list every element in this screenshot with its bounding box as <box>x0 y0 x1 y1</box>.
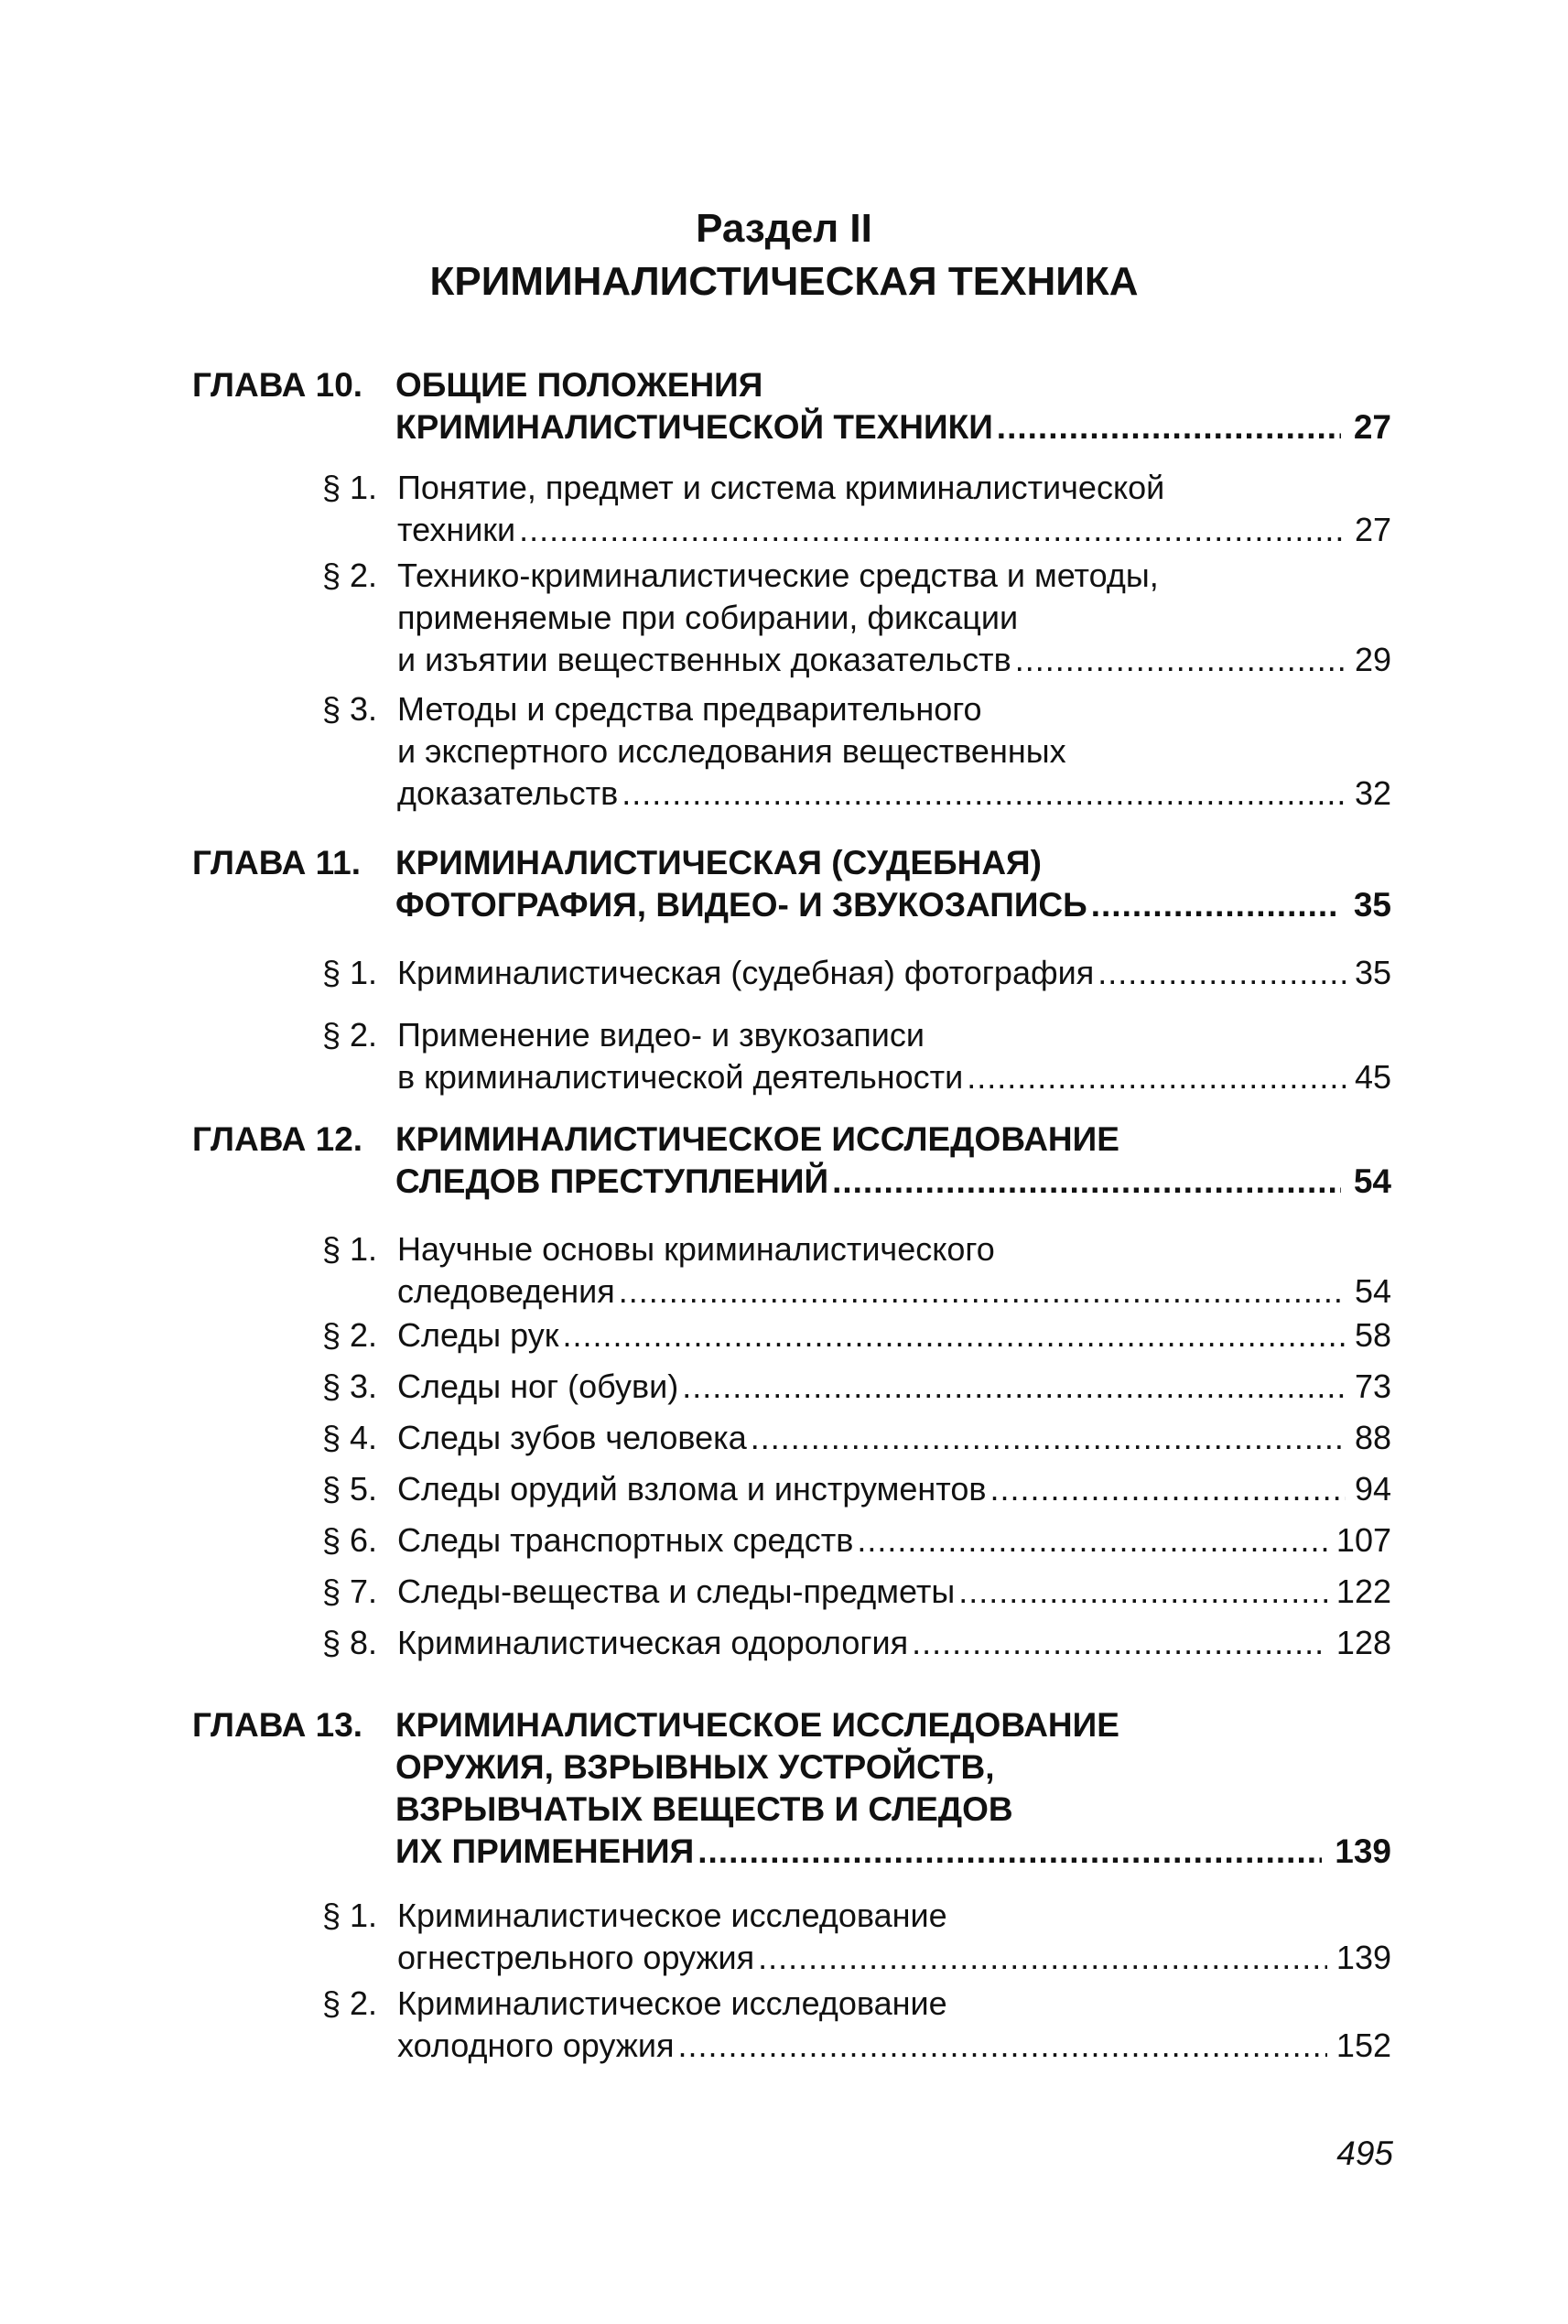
paragraph-title-line: Следы-вещества и следы-предметы <box>397 1573 956 1610</box>
paragraph-page: 152 <box>1336 2027 1391 2064</box>
toc-paragraph[interactable] <box>322 688 1391 815</box>
chapter-title-row <box>395 1161 1391 1203</box>
chapter-title-line: ВЗРЫВЧАТЫХ ВЕЩЕСТВ И СЛЕДОВ <box>395 1790 1013 1828</box>
paragraph-title-row <box>397 1056 1391 1098</box>
dot-leader <box>997 406 1341 449</box>
dot-leader <box>758 1937 1327 1979</box>
paragraph-title-line: Криминалистическое исследование <box>397 1984 947 2022</box>
toc-paragraph[interactable] <box>322 1622 1391 1664</box>
toc-paragraph[interactable] <box>322 555 1391 681</box>
chapter-title-row <box>395 1831 1391 1873</box>
paragraph-mark: § 1. <box>322 1230 378 1268</box>
paragraph-title-line: Следы рук <box>397 1316 559 1354</box>
chapter-title-line: СЛЕДОВ ПРЕСТУПЛЕНИЙ <box>395 1162 829 1200</box>
dot-leader <box>1098 952 1346 994</box>
toc-paragraph[interactable] <box>322 1468 1391 1510</box>
dot-leader <box>967 1056 1346 1098</box>
paragraph-mark: § 1. <box>322 469 378 506</box>
toc-paragraph[interactable] <box>322 1228 1391 1313</box>
paragraph-page: 122 <box>1336 1573 1391 1610</box>
paragraph-mark: § 3. <box>322 1367 378 1405</box>
chapter-title-line: ОБЩИЕ ПОЛОЖЕНИЯ <box>395 366 763 404</box>
paragraph-title-line: Методы и средства предварительного <box>397 690 982 728</box>
paragraph-page: 128 <box>1336 1624 1391 1661</box>
paragraph-mark: § 2. <box>322 1984 378 2022</box>
paragraph-page: 58 <box>1354 1316 1391 1354</box>
chapter-number: ГЛАВА 13. <box>192 1706 363 1744</box>
toc-paragraph[interactable] <box>322 467 1391 551</box>
chapter-page: 35 <box>1353 886 1391 924</box>
paragraph-title-line: холодного оружия <box>397 2027 675 2064</box>
dot-leader <box>990 1468 1346 1510</box>
paragraph-mark: § 2. <box>322 1316 378 1354</box>
paragraph-mark: § 4. <box>322 1419 378 1456</box>
paragraph-title-line: применяемые при собирании, фиксации <box>397 599 1019 636</box>
paragraph-page: 35 <box>1354 954 1391 991</box>
chapter-title-row <box>395 884 1391 926</box>
paragraph-mark: § 6. <box>322 1521 378 1559</box>
chapter-title-line: КРИМИНАЛИСТИЧЕСКАЯ (СУДЕБНАЯ) <box>395 844 1042 881</box>
chapter-page: 139 <box>1335 1832 1391 1870</box>
toc-chapter[interactable] <box>192 842 1391 926</box>
page-number: 495 <box>1336 2135 1393 2172</box>
paragraph-mark: § 5. <box>322 1470 378 1508</box>
paragraph-title-row <box>397 1622 1391 1664</box>
toc-paragraph[interactable] <box>322 1983 1391 2067</box>
paragraph-title-line: доказательств <box>397 774 619 812</box>
chapter-title-line: КРИМИНАЛИСТИЧЕСКОЕ ИССЛЕДОВАНИЕ <box>395 1706 1119 1744</box>
paragraph-page: 45 <box>1354 1058 1391 1096</box>
paragraph-mark: § 2. <box>322 557 378 594</box>
paragraph-mark: § 1. <box>322 954 378 991</box>
paragraph-page: 73 <box>1354 1367 1391 1405</box>
toc-chapter[interactable] <box>192 1704 1391 1873</box>
paragraph-title-line: огнестрельного оружия <box>397 1939 755 1976</box>
chapter-number: ГЛАВА 10. <box>192 366 363 404</box>
paragraph-title-row <box>397 1270 1391 1313</box>
dot-leader <box>958 1571 1327 1613</box>
paragraph-title-line: Криминалистическая одорология <box>397 1624 909 1661</box>
paragraph-title-row <box>397 1314 1391 1357</box>
paragraph-mark: § 1. <box>322 1897 378 1934</box>
dot-leader <box>682 1366 1346 1408</box>
chapter-page: 27 <box>1353 408 1391 446</box>
paragraph-title-line: Следы ног (обуви) <box>397 1367 679 1405</box>
toc-paragraph[interactable] <box>322 952 1391 994</box>
dot-leader <box>622 773 1346 815</box>
dot-leader <box>519 509 1346 551</box>
paragraph-title-line: Научные основы криминалистического <box>397 1230 995 1268</box>
dot-leader <box>697 1831 1322 1873</box>
toc-chapter[interactable] <box>192 364 1391 449</box>
paragraph-title-row <box>397 639 1391 681</box>
chapter-title-line: КРИМИНАЛИСТИЧЕСКОЙ ТЕХНИКИ <box>395 408 993 446</box>
paragraph-title-line: и экспертного исследования вещественных <box>397 732 1066 770</box>
paragraph-title-line: и изъятии вещественных доказательств <box>397 641 1011 678</box>
paragraph-title-line: Понятие, предмет и система криминалистической <box>397 469 1165 506</box>
dot-leader <box>619 1270 1346 1313</box>
toc-chapter[interactable] <box>192 1119 1391 1203</box>
chapter-title-line: КРИМИНАЛИСТИЧЕСКОЕ ИССЛЕДОВАНИЕ <box>395 1120 1119 1158</box>
paragraph-title-row <box>397 1366 1391 1408</box>
toc-paragraph[interactable] <box>322 1519 1391 1562</box>
paragraph-title-line: Следы транспортных средств <box>397 1521 854 1559</box>
dot-leader <box>562 1314 1345 1357</box>
paragraph-title-line: Криминалистическое исследование <box>397 1897 947 1934</box>
toc-paragraph[interactable] <box>322 1571 1391 1613</box>
dot-leader <box>857 1519 1327 1562</box>
paragraph-title-row <box>397 2025 1391 2067</box>
paragraph-title-row <box>397 509 1391 551</box>
dot-leader <box>1015 639 1346 681</box>
chapter-title-row <box>395 406 1391 449</box>
paragraph-title-line: Криминалистическая (судебная) фотография <box>397 954 1095 991</box>
paragraph-mark: § 3. <box>322 690 378 728</box>
paragraph-title-line: Применение видео- и звукозаписи <box>397 1016 925 1054</box>
paragraph-title-row <box>397 1519 1391 1562</box>
paragraph-title-row <box>397 1468 1391 1510</box>
paragraph-title-line: техники <box>397 511 516 548</box>
paragraph-title-row <box>397 1417 1391 1459</box>
paragraph-title-row <box>397 952 1391 994</box>
paragraph-page: 29 <box>1354 641 1391 678</box>
paragraph-title-line: следоведения <box>397 1272 615 1310</box>
toc-paragraph[interactable] <box>322 1314 1391 1357</box>
paragraph-page: 54 <box>1354 1272 1391 1310</box>
dot-leader <box>832 1161 1341 1203</box>
dot-leader <box>912 1622 1327 1664</box>
paragraph-page: 94 <box>1354 1470 1391 1508</box>
paragraph-title-line: Технико-криминалистические средства и методы, <box>397 557 1159 594</box>
paragraph-title-row <box>397 773 1391 815</box>
toc-paragraph[interactable] <box>322 1014 1391 1098</box>
chapter-number: ГЛАВА 12. <box>192 1120 363 1158</box>
paragraph-title-line: Следы зубов человека <box>397 1419 747 1456</box>
paragraph-title-line: в криминалистической деятельности <box>397 1058 964 1096</box>
dot-leader <box>677 2025 1326 2067</box>
paragraph-mark: § 2. <box>322 1016 378 1054</box>
toc-paragraph[interactable] <box>322 1366 1391 1408</box>
dot-leader <box>1091 884 1341 926</box>
toc-paragraph[interactable] <box>322 1895 1391 1979</box>
chapter-title-line: ОРУЖИЯ, ВЗРЫВНЫХ УСТРОЙСТВ, <box>395 1748 995 1786</box>
dot-leader <box>751 1417 1346 1459</box>
paragraph-title-row <box>397 1937 1391 1979</box>
chapter-page: 54 <box>1353 1162 1391 1200</box>
paragraph-mark: § 7. <box>322 1573 378 1610</box>
paragraph-page: 32 <box>1354 774 1391 812</box>
paragraph-page: 139 <box>1336 1939 1391 1976</box>
paragraph-page: 88 <box>1354 1419 1391 1456</box>
section-title: КРИМИНАЛИСТИЧЕСКАЯ ТЕХНИКА <box>429 259 1139 304</box>
paragraph-page: 27 <box>1354 511 1391 548</box>
paragraph-title-line: Следы орудий взлома и инструментов <box>397 1470 987 1508</box>
paragraph-title-row <box>397 1571 1391 1613</box>
chapter-title-line: ФОТОГРАФИЯ, ВИДЕО- И ЗВУКОЗАПИСЬ <box>395 886 1087 924</box>
paragraph-page: 107 <box>1336 1521 1391 1559</box>
paragraph-mark: § 8. <box>322 1624 378 1661</box>
chapter-number: ГЛАВА 11. <box>192 844 362 881</box>
section-label: Раздел II <box>696 206 872 251</box>
chapter-title-line: ИХ ПРИМЕНЕНИЯ <box>395 1832 695 1870</box>
toc-paragraph[interactable] <box>322 1417 1391 1459</box>
